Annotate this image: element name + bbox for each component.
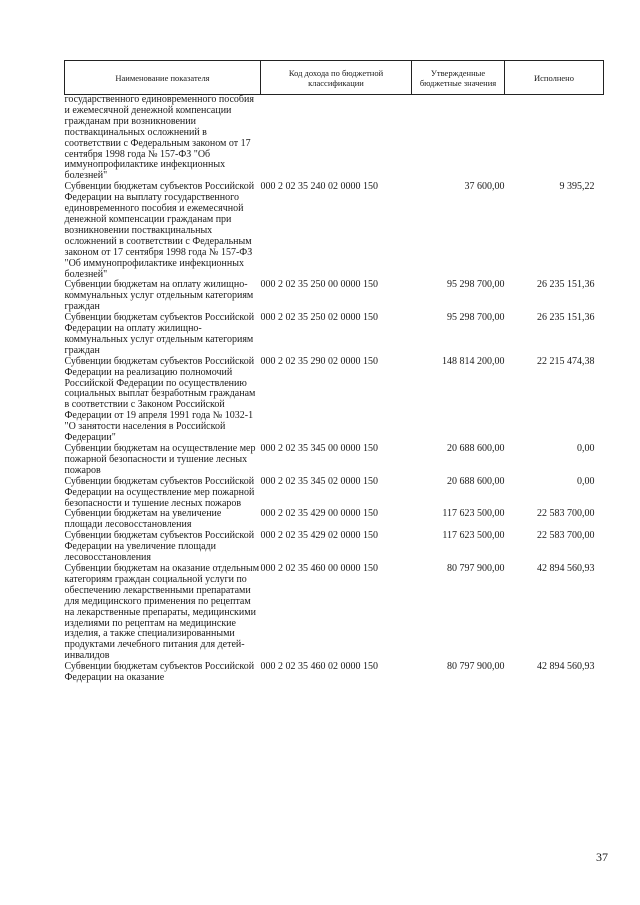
- row-name: Субвенции бюджетам субъектов Российской Федерации на выплату государственного единовременного пособия и ежемесячной денежной компенсации гражданам при возникновении поствакцинальных осложнений в соответствии с Федеральным законом от 17 сентября 1998 года № 157-ФЗ "Об иммунопрофилактике инфекционных болезней": [64, 181, 255, 280]
- row-approved: 80 797 900,00: [447, 562, 505, 574]
- row-code: 000 2 02 35 250 00 0000 150: [260, 279, 378, 291]
- row-approved: 117 623 500,00: [442, 530, 505, 542]
- table-header: [65, 61, 604, 95]
- row-executed: 42 894 560,93: [537, 562, 595, 574]
- row-code: 000 2 02 35 240 02 0000 150: [260, 181, 378, 193]
- row-name: Субвенции бюджетам на оплату жилищно-коммунальных услуг отдельным категориям граждан: [64, 279, 254, 313]
- budget-table: [64, 60, 604, 684]
- row-approved: 80 797 900,00: [447, 661, 505, 673]
- row-name: Субвенции бюджетам на осуществление мер пожарной безопасности и тушение лесных пожаров: [64, 443, 256, 476]
- table-row: [65, 477, 604, 510]
- row-name: Субвенции бюджетам на оказание отдельным категориям граждан социальной услуги по обеспечению лекарственными препаратами для медицинского применения по рецептам на лекарственные препараты, медицинскими изделиями по рецептам на медицинские изделия, а также специализированными продуктами лечебного питания для детей-инвалидов: [64, 562, 260, 662]
- table-row: [65, 662, 604, 684]
- row-executed: [505, 95, 604, 183]
- row-code: 000 2 02 35 345 02 0000 150: [260, 475, 378, 487]
- row-approved: 95 298 700,00: [447, 312, 505, 324]
- header-row: [65, 61, 604, 95]
- row-executed: 22 583 700,00: [537, 508, 595, 520]
- row-executed: 26 235 151,36: [537, 312, 595, 324]
- table-row: [65, 531, 604, 564]
- table-row: [65, 564, 604, 662]
- table-row: [65, 280, 604, 313]
- table-row: [65, 95, 604, 183]
- header-executed: Исполнено: [505, 61, 604, 95]
- header-approved: Утвержденные бюджетные значения: [412, 61, 505, 95]
- row-name: Субвенции бюджетам субъектов Российской Федерации на увеличение площади лесовосстановления: [64, 530, 255, 564]
- row-executed: 26 235 151,36: [537, 279, 595, 291]
- row-executed: 0,00: [577, 475, 595, 487]
- header-name: Наименование показателя: [65, 61, 261, 95]
- table-row: [65, 357, 604, 444]
- row-name: Субвенции бюджетам субъектов Российской Федерации на оплату жилищно-коммунальных услуг отдельным категориям граждан: [64, 312, 255, 356]
- row-approved: 148 814 200,00: [442, 355, 505, 367]
- row-code: 000 2 02 35 290 02 0000 150: [260, 355, 378, 367]
- row-executed: 9 395,22: [559, 181, 595, 193]
- row-approved: 20 688 600,00: [447, 443, 505, 454]
- row-name: Субвенции бюджетам субъектов Российской Федерации на осуществление мер пожарной безопасности и тушение лесных пожаров: [64, 475, 255, 509]
- table-row: [65, 313, 604, 357]
- table-body: [65, 95, 604, 684]
- row-executed: 22 583 700,00: [537, 530, 595, 542]
- row-name: Субвенции бюджетам субъектов Российской Федерации на реализацию полномочий Российской Федерации по осуществлению социальных выплат безработным гражданам в соответствии с Законом Российской Федерации от 19 апреля 1991 года № 1032-1 "О занятости населения в Российской Федерации": [64, 355, 256, 444]
- row-code: 000 2 02 35 429 00 0000 150: [260, 508, 378, 520]
- row-approved: 117 623 500,00: [442, 508, 505, 520]
- row-approved: 95 298 700,00: [447, 279, 505, 291]
- row-code: 000 2 02 35 429 02 0000 150: [260, 530, 378, 542]
- row-approved: 20 688 600,00: [447, 475, 505, 487]
- row-code: 000 2 02 35 460 02 0000 150: [260, 661, 378, 673]
- row-code: 000 2 02 35 250 02 0000 150: [260, 312, 378, 324]
- row-name: Субвенции бюджетам на увеличение площади лесовосстановления: [64, 508, 222, 531]
- table-row: [65, 509, 604, 531]
- row-code: [261, 95, 412, 183]
- page-number: 37: [596, 850, 608, 864]
- row-executed: 42 894 560,93: [537, 661, 595, 673]
- row-code: 000 2 02 35 345 00 0000 150: [260, 443, 378, 454]
- row-executed: 0,00: [577, 443, 595, 454]
- row-executed: 22 215 474,38: [537, 355, 595, 367]
- row-name: Субвенции бюджетам субъектов Российской Федерации на оказание: [64, 661, 255, 684]
- row-approved: [412, 95, 505, 183]
- row-code: 000 2 02 35 460 00 0000 150: [260, 562, 378, 574]
- table-row: [65, 444, 604, 477]
- row-approved: 37 600,00: [464, 181, 505, 193]
- row-name: государственного единовременного пособия и ежемесячной денежной компенсации гражданам при возникновении поствакцинальных осложнений в соответствии с Федеральным законом от 17 сентября 1998 года № 157-ФЗ "Об иммунопрофилактике инфекционных болезней": [64, 94, 254, 182]
- header-code: Код дохода по бюджетной классификации: [261, 61, 412, 95]
- table-row: [65, 182, 604, 280]
